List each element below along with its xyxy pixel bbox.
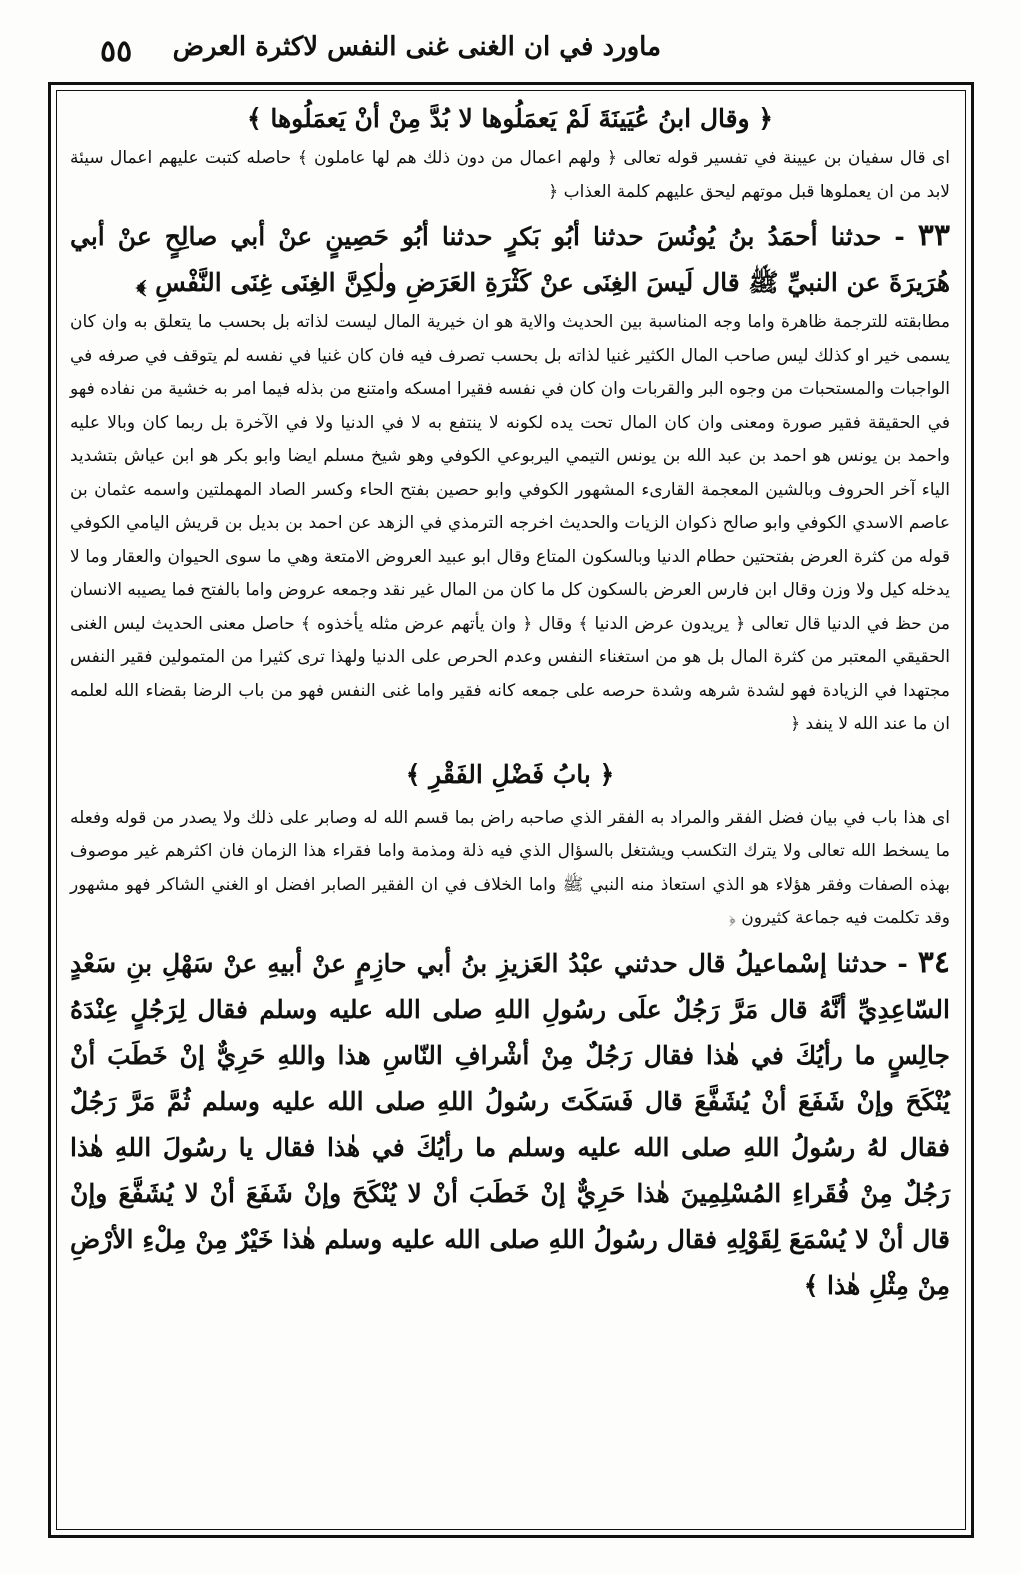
running-header: [60, 30, 961, 80]
page-header-title: ماورد في ان الغنى غنى النفس لاكثرة العرض: [172, 32, 661, 62]
hadith-text: حدثنا أحمَدُ بنُ يُونُسَ حدثنا أبُو بَكرٍ حدثنا أبُو حَصِينٍ عنْ أبي صالِحٍ عنْ أبي هُرَيرَةَ عن النبيِّ ﷺ قال لَيسَ الغِنَى عنْ كَثْرَةِ العَرَضِ ولٰكِنَّ الغِنَى غِنَى النَّفْسِ ﴾: [70, 222, 950, 297]
commentary-paragraph: اى هذا باب في بيان فضل الفقر والمراد به الفقر الذي صاحبه راض بما قسم الله له وصابر على ذلك ولا يصدر من قوله وفعله ما يسخط الله تعالى ولا يترك التكسب ويشتغل بالسؤال الذي فيه ذلة ومذمة واما فقراء هذا الزمان فان اكثرهم غير موصوف بهذه الصفات وفقر هؤلاء هو الذي استعاذ منه النبي ﷺ واما الخلاف في ان الفقير الصابر افضل او الغني الشاكر فهو مشهور وقد تكلمت فيه جماعة كثيرون ﴿: [70, 807, 950, 928]
commentary-paragraph: اى قال سفيان بن عيينة في تفسير قوله تعالى ﴿ ولهم اعمال من دون ذلك هم لها عاملون ﴾ حاصله كتبت عليهم اعمال سيئة لابد من ان يعملوها قبل موتهم ليحق عليهم كلمة العذاب ﴿: [70, 148, 950, 202]
hadith-34: ٣٤ - حدثنا إسْماعيلُ قال حدثني عبْدُ العَزيزِ بنُ أبي حازِمٍ عنْ أبيهِ عنْ سَهْلِ بنِ سَعْدٍ السّاعِدِيِّ أنَّهُ قال مَرَّ رَجُلٌ علَى رسُولِ اللهِ صلى الله عليه وسلم فقال لِرَجُلٍ عِنْدَهُ جالِسٍ ما رأيُكَ في هٰذا فقال رَجُلٌ مِنْ أشْرافِ النّاسِ هذا واللهِ حَرِيٌّ إنْ خَطَبَ أنْ يُنْكَحَ وإنْ شَفَعَ أنْ يُشَفَّعَ قال فَسَكَتَ رسُولُ اللهِ صلى الله عليه وسلم ثُمَّ مَرَّ رَجُلٌ فقال لهُ رسُولُ اللهِ صلى الله عليه وسلم ما رأيُكَ في هٰذا فقال يا رسُولَ اللهِ هٰذا رَجُلٌ مِنْ فُقَراءِ المُسْلِمِينَ هٰذا حَرِيٌّ إنْ خَطَبَ أنْ لا يُنْكَحَ وإنْ شَفَعَ أنْ لا يُشَفَّعَ وإنْ قال أنْ لا يُسْمَعَ لِقَوْلِهِ فقال رسُولُ اللهِ صلى الله عليه وسلم هٰذا خَيْرٌ مِنْ مِلْءِ الأرْضِ مِنْ مِثْلِ هٰذا ﴾: [70, 944, 950, 1300]
hadith-33: ٣٣ - حدثنا أحمَدُ بنُ يُونُسَ حدثنا أبُو بَكرٍ حدثنا أبُو حَصِينٍ عنْ أبي صالِحٍ عنْ أبي هُرَيرَةَ عن النبيِّ ﷺ قال لَيسَ الغِنَى عنْ كَثْرَةِ العَرَضِ ولٰكِنَّ الغِنَى غِنَى النَّفْسِ ﴾: [70, 218, 950, 297]
hadith-text: حدثنا إسْماعيلُ قال حدثني عبْدُ العَزيزِ بنُ أبي حازِمٍ عنْ أبيهِ عنْ سَهْلِ بنِ سَعْدٍ السّاعِدِيِّ أنَّهُ قال مَرَّ رَجُلٌ علَى رسُولِ اللهِ صلى الله عليه وسلم فقال لِرَجُلٍ عِنْدَهُ جالِسٍ ما رأيُكَ في هٰذا فقال رَجُلٌ مِنْ أشْرافِ النّاسِ هذا واللهِ حَرِيٌّ إنْ خَطَبَ أنْ يُنْكَحَ وإنْ شَفَعَ أنْ يُشَفَّعَ قال فَسَكَتَ رسُولُ اللهِ صلى الله عليه وسلم ثُمَّ مَرَّ رَجُلٌ فقال لهُ رسُولُ اللهِ صلى الله عليه وسلم ما رأيُكَ في هٰذا فقال يا رسُولَ اللهِ هٰذا رَجُلٌ مِنْ فُقَراءِ المُسْلِمِينَ هٰذا حَرِيٌّ إنْ خَطَبَ أنْ لا يُنْكَحَ وإنْ شَفَعَ أنْ لا يُشَفَّعَ وإنْ قال أنْ لا يُسْمَعَ لِقَوْلِهِ فقال رسُولُ اللهِ صلى الله عليه وسلم هٰذا خَيْرٌ مِنْ مِلْءِ الأرْضِ مِنْ مِثْلِ هٰذا ﴾: [70, 948, 950, 1300]
hadith-number: ٣٣: [917, 218, 950, 253]
chapter-heading: ﴿ بابُ فَضْلِ الفَقْرِ ﴾: [405, 759, 615, 789]
page-body: [70, 96, 950, 1309]
quote-ibn-uyayna: ﴿ وقال ابنُ عُيَينَةَ لَمْ يَعمَلُوها لا بُدَّ مِنْ أنْ يَعمَلُوها ﴾: [247, 104, 773, 133]
commentary-paragraph: مطابقته للترجمة ظاهرة واما وجه المناسبة بين الحديث والاية هو ان خيرية المال ليست لذاته بل بحسب ما يتعلق به وان كان يسمى خير او كذلك ليس صاحب المال الكثير غنيا لذاته بل بحسب تصرف فيه فان كان غنيا في نفسه لم يتوقف في صرفه في الواجبات والمستحبات من وجوه البر والقربات وان كان في نفسه فقيرا امسكه وامتنع من بذله فيما امر به خشية من نفاده فهو في الحقيقة فقير صورة ومعنى وان كان المال تحت يده لكونه لا ينتفع به لا في الدنيا ولا في الآخرة بل ربما كان وبالا عليه واحمد بن يونس هو احمد بن عبد الله بن يونس التيمي اليربوعي الكوفي وهو شيخ مسلم ايضا وابو بكر هو ابن عياش بتشديد الياء آخر الحروف وبالشين المعجمة القارىء المشهور الكوفي وابو حصين بفتح الحاء وكسر الصاد المهملتين واسمه عثمان بن عاصم الاسدي الكوفي وابو صالح ذكوان الزيات والحديث اخرجه الترمذي في الزهد عن احمد بن بديل بن قريش اليامي الكوفي قوله من كثرة العرض بفتحتين حطام الدنيا وبالسكون المتاع وقال ابو عبيد العروض الامتعة وهي ما سوى الحيوان والعقار وما لا يدخله كيل ولا وزن وقال ابن فارس العرض بالسكون كل ما كان من المال غير نقد وجمعه عروض واما بالفتح فما يصيبه الانسان من حظ في الدنيا قال تعالى ﴿ يريدون عرض الدنيا ﴾ وقال ﴿ وان يأتهم عرض مثله يأخذوه ﴾ حاصل معنى الحديث ليس الغنى الحقيقي المعتبر من كثرة المال بل هو من استغناء النفس وعدم الحرص على الدنيا ولهذا ترى كثيرا من المتمولين فقير النفس مجتهدا في الزيادة فهو لشدة شرهه وشدة حرصه على جمعه كانه فقير واما غنى النفس فهو من باب الرضا بقضاء الله لعلمه ان ما عند الله لا ينفد ﴿: [70, 312, 950, 734]
hadith-number: ٣٤: [917, 944, 950, 980]
page-number: ٥٥: [100, 34, 133, 69]
